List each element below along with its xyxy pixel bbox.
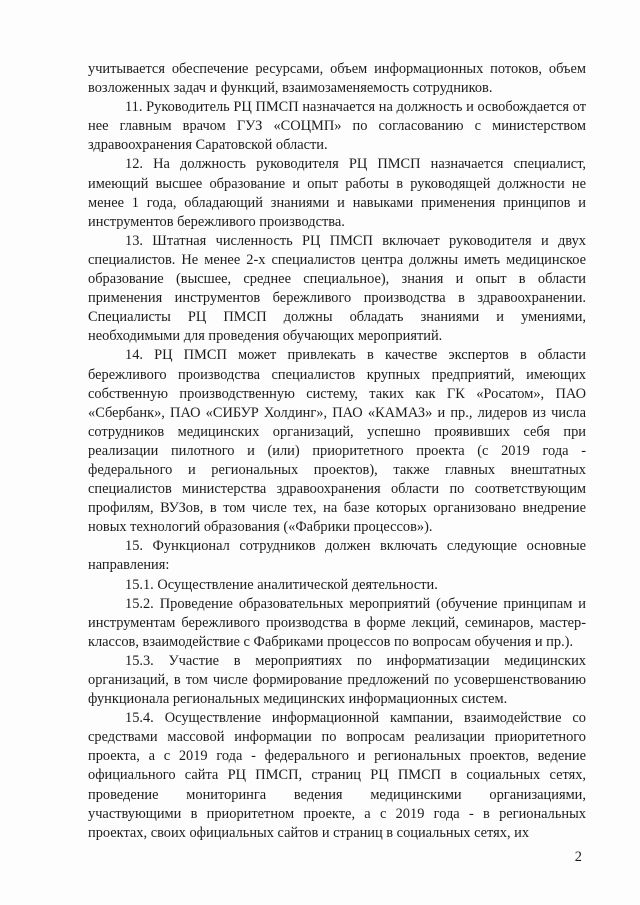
paragraph-15-4: 15.4. Осуществление информационной кампании, взаимодействие со средствами массовой информации по вопросам реализации приоритетного проекта, а с 2019 года - федерального и региональных проектов, ведение официального сайта РЦ ПМСП, страниц РЦ ПМСП в социальных сетях, проведение мониторинга ведения медицинскими организациями, участвующими в приоритетном проекте, а с 2019 года - в региональных проектах, своих официальных сайтов и страниц в социальных сетях, их (88, 710, 586, 841)
paragraph-15-3: 15.3. Участие в мероприятиях по информатизации медицинских организаций, в том числе формирование предложений по усовершенствованию функционала региональных медицинских информационных систем. (88, 652, 586, 708)
paragraph-15-1: 15.1. Осуществление аналитической деятельности. (125, 576, 438, 593)
paragraph-14: 14. РЦ ПМСП может привлекать в качестве экспертов в области бережливого производства специалистов крупных предприятий, имеющих собственную производственную систему, таких как ГК «Росатом», ПАО «Сбербанк», ПАО «СИБУР Холдинг», ПАО «КАМАЗ» и пр., лидеров из числа сотрудников медицинских организаций, успешно проявивших себя при реализации пилотного и (или) приоритетного проекта (с 2019 года - федерального и региональных проектов), также главных внештатных специалистов министерства здравоохранения области по соответствующим профилям, ВУЗов, в том числе тех, на базе которых организовано внедрение новых технологий образования («Фабрики процессов»). (88, 347, 586, 536)
paragraph-13: 13. Штатная численность РЦ ПМСП включает руководителя и двух специалистов. Не менее 2-х специалистов центра должны иметь медицинское образование (высшее, среднее специальное), знания и опыт в области применения инструментов бережливого производства в здравоохранении. Специалисты РЦ ПМСП должны обладать знаниями и умениями, необходимыми для проведения обучающих мероприятий. (88, 232, 586, 345)
paragraph-11: 11. Руководитель РЦ ПМСП назначается на должность и освобождается от нее главным врачом ГУЗ «СОЦМП» по согласованию с министерством здравоохранения Саратовской области. (88, 99, 586, 154)
paragraph-15-2: 15.2. Проведение образовательных мероприятий (обучение принципам и инструментам бережливого производства в форме лекций, семинаров, мастер-классов, взаимодействие с Фабриками процессов по вопросам обучения и пр.). (88, 595, 586, 650)
paragraph-12: 12. На должность руководителя РЦ ПМСП назначается специалист, имеющий высшее образование и опыт работы в руководящей должности не менее 1 года, обладающий знаниями и навыками применения принципов и инструментов бережливого производства. (88, 156, 586, 230)
document-body (88, 60, 586, 843)
paragraph-15: 15. Функционал сотрудников должен включать следующие основные направления: (88, 538, 586, 574)
paragraph-continuation: учитывается обеспечение ресурсами, объем информационных потоков, объем возложенных задач и функций, взаимозаменяемость сотрудников. (88, 61, 586, 97)
page-number: 2 (574, 849, 582, 865)
